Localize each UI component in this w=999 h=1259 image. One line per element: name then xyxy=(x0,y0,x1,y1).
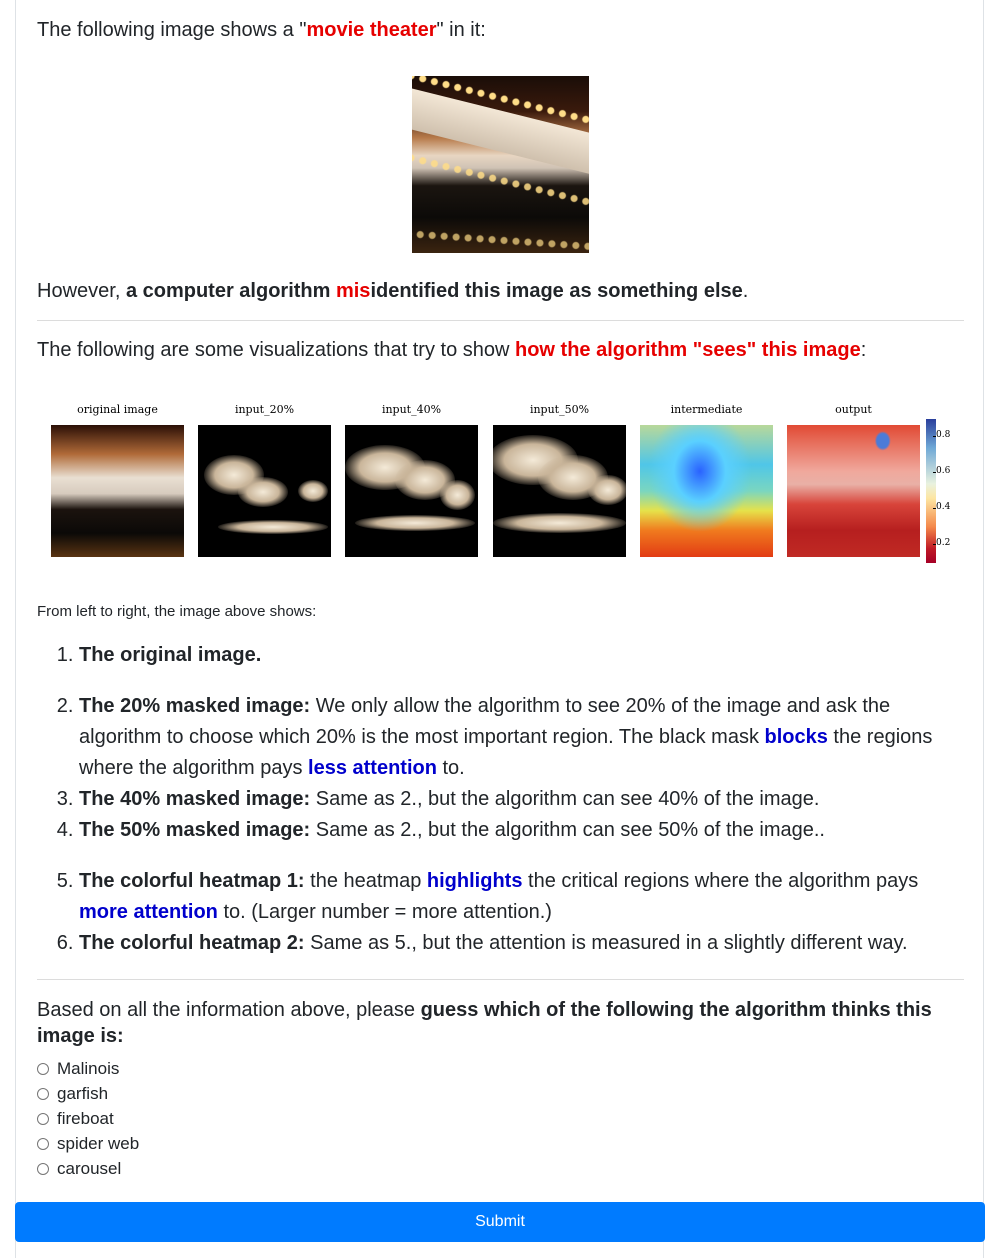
option-fireboat[interactable]: fireboat xyxy=(37,1106,139,1131)
radio-button[interactable] xyxy=(37,1163,49,1175)
misidentified-text: However, a computer algorithm misidentified this image as something else. xyxy=(37,280,749,302)
colorbar-tick: 0.2 xyxy=(936,538,951,548)
colorbar xyxy=(926,419,936,563)
submit-button[interactable]: Submit xyxy=(15,1202,985,1242)
option-spider-web[interactable]: spider web xyxy=(37,1131,139,1156)
viz-input20-image xyxy=(198,425,331,557)
viz-title-input40: input_40% xyxy=(381,403,442,416)
list-item: 1. The original image. xyxy=(79,640,959,671)
colorbar-tick: 0.4 xyxy=(936,502,951,512)
viz-output-heatmap xyxy=(787,425,920,557)
intro-text: The following image shows a "movie theater" in it: xyxy=(37,19,486,41)
viz-title-output: output xyxy=(835,403,872,416)
viz-title-original: original image xyxy=(77,403,158,416)
list-item: 4. The 50% masked image: Same as 2., but the algorithm can see 50% of the image.. xyxy=(79,815,959,846)
theater-photo xyxy=(412,76,589,253)
viz-input50-image xyxy=(493,425,626,557)
option-garfish[interactable]: garfish xyxy=(37,1081,139,1106)
divider xyxy=(37,320,964,321)
radio-button[interactable] xyxy=(37,1138,49,1150)
radio-button[interactable] xyxy=(37,1113,49,1125)
question-text: Based on all the information above, please guess which of the following the algorithm thinks this image is: xyxy=(37,999,932,1047)
option-carousel[interactable]: carousel xyxy=(37,1156,139,1181)
list-item: 2. The 20% masked image: We only allow the algorithm to see 20% of the image and ask the algorithm to choose which 20% is the most important region. The black mask blocks the regions where the algorithm pays less attention to. xyxy=(79,691,959,784)
viz-original-image xyxy=(51,425,184,557)
list-item: 5. The colorful heatmap 1: the heatmap highlights the critical regions where the algorithm pays more attention to. (Larger number = more attention.) xyxy=(79,866,959,928)
radio-button[interactable] xyxy=(37,1063,49,1075)
list-item: 6. The colorful heatmap 2: Same as 5., but the attention is measured in a slightly different way. xyxy=(79,928,959,959)
viz-intro-text: The following are some visualizations that try to show how the algorithm "sees" this image: xyxy=(37,339,867,361)
viz-title-intermediate: intermediate xyxy=(670,403,743,416)
viz-input40-image xyxy=(345,425,478,557)
viz-intermediate-heatmap xyxy=(640,425,773,557)
viz-title-input20: input_20% xyxy=(234,403,295,416)
list-item: 3. The 40% masked image: Same as 2., but the algorithm can see 40% of the image. xyxy=(79,784,959,815)
radio-button[interactable] xyxy=(37,1088,49,1100)
option-malinois[interactable]: Malinois xyxy=(37,1056,139,1081)
colorbar-tick: 0.6 xyxy=(936,466,951,476)
answer-options xyxy=(37,1056,139,1181)
viz-title-input50: input_50% xyxy=(529,403,590,416)
divider xyxy=(37,979,964,980)
explanation-list xyxy=(37,640,959,959)
from-left-text: From left to right, the image above shows: xyxy=(37,603,317,620)
colorbar-tick: 0.8 xyxy=(936,430,951,440)
true-label: movie theater xyxy=(306,19,437,41)
